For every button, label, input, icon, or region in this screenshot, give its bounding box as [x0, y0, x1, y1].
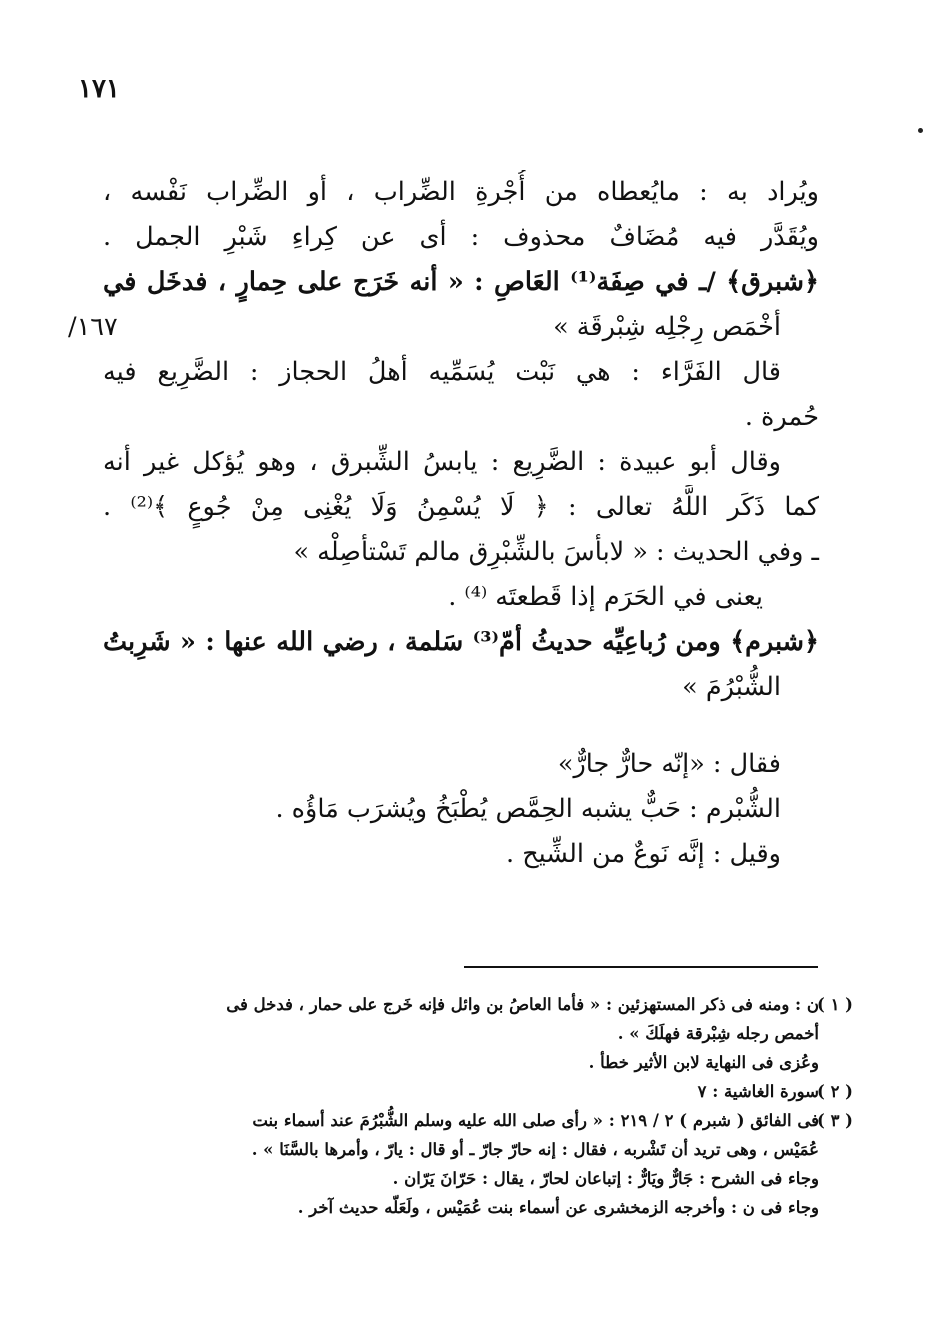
quran-quote-line: كما ذَكَر اللَّهُ تعالى : ﴿ لَا يُسْمِنُ وَلَا يُغْنِى مِنْ جُوعٍ ﴾⁽²⁾ .	[103, 492, 819, 522]
footnote-divider	[464, 966, 818, 968]
page-number: ١٧١	[78, 74, 120, 104]
footnotes	[79, 990, 853, 1222]
footnote-text: وعُزى فى النهاية لابن الأثير خطأ .	[588, 1053, 819, 1072]
text-line: يعنى في الحَرَم إذا قَطعتَه ⁽⁴⁾ .	[448, 582, 763, 612]
text-line-content: أخْمَص رِجْلِه شِبْرقَة »	[553, 312, 781, 342]
text-line	[68, 305, 819, 350]
footnote-3	[79, 1106, 853, 1135]
footnote-text: أخمص رجله شِبْرقة فهلَكَ » .	[617, 1024, 819, 1043]
footnote-text: وجاء فى الشرح : جَارٌّ ويَارٌّ : إتباعان لحارّ ، يقال : حَرّانَ يَرّان .	[392, 1169, 819, 1188]
footnote-text: سورة الغاشية : ٧	[697, 1082, 819, 1101]
footnote-number: ( ٢ )	[817, 1082, 853, 1101]
footnote-number: ( ١ )	[817, 995, 853, 1014]
text-line: ويُقَدَّر فيه مُضَافٌ محذوف : أى عن كِراءِ شَبْرِ الجمل .	[103, 222, 819, 252]
footnote-text: فى الفائق ( شبرم ) ٢ / ٢١٩ : « رأى صلى الله عليه وسلم الشُّبْرُمَ عند أسماء بنت	[252, 1111, 819, 1130]
footnote-number: ( ٣ )	[817, 1111, 853, 1130]
footnote-text: ن : ومنه فى ذكر المستهزئين : « فأما العاصُ بن وائل فإنه خَرج على حمار ، فدخل فى	[226, 995, 819, 1014]
hadith-line: ـ وفي الحديث : « لابأسَ بالشِّبْرِق مالم تَسْتأصِلْه »	[293, 537, 819, 567]
text-line: الشُّبْرُمَ »	[682, 672, 781, 702]
footnote-text: عُمَيْس ، وهى تريد أن تَشْربه ، فقال : إنه حارّ جارّ ـ أو قال : يارّ ، وأمرها بالسَّنَا » .	[251, 1140, 819, 1159]
text-line: فقال : «إنّه حارٌّ جارٌّ»	[557, 749, 781, 779]
footnote-text: وجاء فى ن : وأخرجه الزمخشرى عن أسماء بنت عُمَيْس ، ولَعَلّه حديث آخر .	[297, 1198, 819, 1217]
text-line: حُمرة .	[744, 402, 819, 432]
entry-shabraq-line: ﴿شبرق﴾ /ـ في صِفَة⁽¹⁾ العَاصِ : « أنه خَرَج على حِمارٍ ، فدخَل في	[103, 267, 819, 297]
footnote-2	[79, 1077, 853, 1106]
footnote-1-cont	[79, 1048, 819, 1077]
margin-page-reference: ١٦٧/	[68, 312, 118, 342]
entry-shubrum-line: ﴿شبرم﴾ ومن رُباعِيِّه حديثُ أمّ⁽³⁾ سَلمة ، رضي الله عنها : « شَرِبتُ	[103, 627, 819, 657]
footnote-1	[79, 990, 853, 1019]
footnote-1-cont	[79, 1019, 819, 1048]
text-line: ويُراد به : مايُعطاه من أُجْرةِ الضِّراب ، أو الضِّراب نَفْسه ،	[103, 177, 819, 207]
text-line: قال الفَرَّاء : هي نَبْت يُسَمِّيه أهلُ الحجاز : الضَّرِيع فيه	[103, 357, 781, 387]
edge-mark	[918, 128, 923, 133]
text-line: الشُّبْرم : حَبٌّ يشبه الحِمَّص يُطْبَخُ ويُشرَب مَاؤُه .	[275, 794, 781, 824]
main-text	[68, 170, 819, 877]
footnote-3-cont	[79, 1193, 819, 1222]
footnote-3-cont	[79, 1164, 819, 1193]
spacer	[103, 710, 819, 742]
text-line: وقيل : إنَّه نَوعٌ من الشِّيح .	[505, 839, 781, 869]
footnote-3-cont	[79, 1135, 819, 1164]
text-line: وقال أبو عبيدة : الضَّرِيع : يابسُ الشِّبرق ، وهو يُؤكل غير أنه	[103, 447, 781, 477]
